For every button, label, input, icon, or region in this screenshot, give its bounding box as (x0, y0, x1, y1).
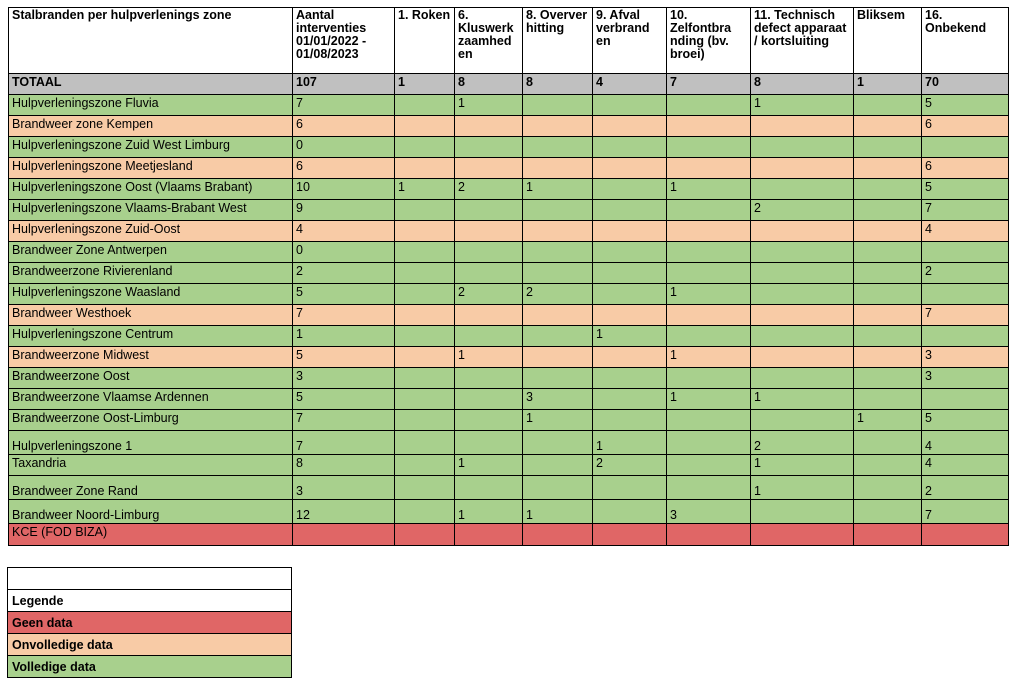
value-cell: 3 (922, 347, 1009, 368)
table-row (9, 137, 1009, 158)
value-cell: 7 (293, 410, 395, 431)
legend-spacer (8, 568, 292, 590)
value-cell (854, 242, 922, 263)
value-cell (523, 263, 593, 284)
value-cell: 2 (751, 431, 854, 455)
value-cell (854, 137, 922, 158)
value-cell: 7 (922, 200, 1009, 221)
header-cell-roken: 1. Roken (395, 8, 455, 74)
value-cell (455, 389, 523, 410)
value-cell (751, 263, 854, 284)
value-cell (854, 158, 922, 179)
total-row (9, 74, 1009, 95)
value-cell (854, 524, 922, 546)
value-cell (455, 476, 523, 500)
header-cell-interventions: Aantal interventies 01/01/2022 - 01/08/2023 (293, 8, 395, 74)
value-cell (523, 347, 593, 368)
value-cell (667, 455, 751, 476)
value-cell: 1 (751, 389, 854, 410)
value-cell (751, 500, 854, 524)
value-cell: 1 (751, 455, 854, 476)
value-cell: 1 (523, 410, 593, 431)
value-cell (455, 116, 523, 137)
header-cell-kluswerkzaamheden: 6. Kluswerk zaamhed en (455, 8, 523, 74)
value-cell (667, 263, 751, 284)
total-value: 107 (293, 74, 395, 95)
header-cell-onbekend: 16. Onbekend (922, 8, 1009, 74)
zone-name-cell: Hulpverleningszone 1 (9, 431, 293, 455)
value-cell: 5 (922, 95, 1009, 116)
value-cell (395, 524, 455, 546)
table-row (9, 368, 1009, 389)
value-cell: 2 (455, 179, 523, 200)
value-cell (667, 95, 751, 116)
value-cell: 1 (455, 347, 523, 368)
zone-name-cell: Brandweer Zone Antwerpen (9, 242, 293, 263)
value-cell (593, 389, 667, 410)
value-cell: 2 (293, 263, 395, 284)
zone-name-cell: Brandweerzone Oost-Limburg (9, 410, 293, 431)
value-cell (751, 158, 854, 179)
table-row (9, 95, 1009, 116)
value-cell (667, 200, 751, 221)
value-cell (395, 326, 455, 347)
value-cell (523, 524, 593, 546)
value-cell (854, 116, 922, 137)
zone-name-cell: Brandweer Noord-Limburg (9, 500, 293, 524)
total-value: 70 (922, 74, 1009, 95)
value-cell: 4 (922, 221, 1009, 242)
value-cell: 8 (293, 455, 395, 476)
value-cell: 9 (293, 200, 395, 221)
total-value: 8 (455, 74, 523, 95)
value-cell (667, 476, 751, 500)
value-cell (395, 137, 455, 158)
value-cell (395, 368, 455, 389)
value-cell: 4 (293, 221, 395, 242)
total-value: 8 (523, 74, 593, 95)
legend (7, 567, 292, 678)
value-cell (455, 263, 523, 284)
value-cell: 5 (293, 347, 395, 368)
value-cell: 0 (293, 137, 395, 158)
header-cell-oververhitting: 8. Overver hitting (523, 8, 593, 74)
value-cell: 5 (293, 284, 395, 305)
value-cell: 1 (455, 500, 523, 524)
value-cell (751, 179, 854, 200)
value-cell (395, 200, 455, 221)
value-cell (922, 524, 1009, 546)
value-cell (455, 305, 523, 326)
table-row (9, 221, 1009, 242)
table-row (9, 242, 1009, 263)
legend-title: Legende (8, 590, 292, 612)
value-cell (395, 389, 455, 410)
header-cell-afval-verbranden: 9. Afval verbrand en (593, 8, 667, 74)
value-cell (523, 221, 593, 242)
total-value: 1 (854, 74, 922, 95)
value-cell (593, 242, 667, 263)
zone-name-cell: Hulpverleningszone Zuid-Oost (9, 221, 293, 242)
value-cell: 2 (455, 284, 523, 305)
value-cell: 3 (523, 389, 593, 410)
table-row (9, 389, 1009, 410)
legend-item-volledige-data: Volledige data (8, 656, 292, 678)
table-row (9, 455, 1009, 476)
zone-name-cell: Hulpverleningszone Meetjesland (9, 158, 293, 179)
value-cell: 1 (667, 179, 751, 200)
header-row (9, 8, 1009, 74)
value-cell: 1 (593, 431, 667, 455)
value-cell (854, 389, 922, 410)
table-row (9, 200, 1009, 221)
value-cell: 5 (293, 389, 395, 410)
value-cell: 1 (593, 326, 667, 347)
value-cell (523, 200, 593, 221)
value-cell: 5 (922, 179, 1009, 200)
value-cell (593, 500, 667, 524)
value-cell: 1 (523, 500, 593, 524)
value-cell (593, 263, 667, 284)
value-cell (751, 410, 854, 431)
value-cell: 2 (922, 263, 1009, 284)
value-cell (751, 137, 854, 158)
value-cell: 6 (293, 158, 395, 179)
total-value: 8 (751, 74, 854, 95)
value-cell (854, 326, 922, 347)
value-cell (751, 116, 854, 137)
value-cell (667, 242, 751, 263)
zone-name-cell: Brandweerzone Vlaamse Ardennen (9, 389, 293, 410)
value-cell (593, 179, 667, 200)
table-row (9, 263, 1009, 284)
value-cell: 6 (922, 158, 1009, 179)
value-cell: 3 (293, 368, 395, 389)
table-row (9, 305, 1009, 326)
value-cell (455, 368, 523, 389)
header-cell-technisch-defect: 11. Technisch defect apparaat / kortsluiting (751, 8, 854, 74)
value-cell (667, 221, 751, 242)
value-cell (751, 347, 854, 368)
value-cell (455, 200, 523, 221)
value-cell (593, 368, 667, 389)
value-cell (523, 158, 593, 179)
value-cell (667, 137, 751, 158)
value-cell (455, 137, 523, 158)
value-cell (854, 431, 922, 455)
value-cell (854, 368, 922, 389)
zone-name-cell: Hulpverleningszone Oost (Vlaams Brabant) (9, 179, 293, 200)
value-cell: 1 (854, 410, 922, 431)
total-value: 1 (395, 74, 455, 95)
value-cell (667, 431, 751, 455)
value-cell (455, 431, 523, 455)
value-cell (854, 455, 922, 476)
value-cell: 0 (293, 242, 395, 263)
value-cell (593, 158, 667, 179)
value-cell (395, 263, 455, 284)
value-cell (293, 524, 395, 546)
value-cell: 10 (293, 179, 395, 200)
value-cell (593, 410, 667, 431)
value-cell (523, 242, 593, 263)
fire-statistics-table (8, 7, 1009, 546)
value-cell (523, 137, 593, 158)
value-cell (395, 221, 455, 242)
table-row (9, 500, 1009, 524)
value-cell: 2 (523, 284, 593, 305)
value-cell (455, 410, 523, 431)
value-cell: 6 (293, 116, 395, 137)
zone-name-cell: Brandweer zone Kempen (9, 116, 293, 137)
zone-name-cell: Brandweer Westhoek (9, 305, 293, 326)
value-cell (593, 221, 667, 242)
value-cell: 1 (751, 95, 854, 116)
table-row (9, 116, 1009, 137)
value-cell (751, 242, 854, 263)
value-cell: 1 (667, 389, 751, 410)
value-cell (751, 221, 854, 242)
value-cell: 4 (922, 431, 1009, 455)
table-row (9, 179, 1009, 200)
value-cell (523, 326, 593, 347)
table-row (9, 476, 1009, 500)
zone-name-cell: Taxandria (9, 455, 293, 476)
header-cell-zelfontbranding: 10. Zelfontbra nding (bv. broei) (667, 8, 751, 74)
zone-name-cell: Brandweerzone Midwest (9, 347, 293, 368)
total-value: 4 (593, 74, 667, 95)
header-cell-zone: Stalbranden per hulpverlenings zone (9, 8, 293, 74)
value-cell: 1 (751, 476, 854, 500)
value-cell: 1 (667, 284, 751, 305)
value-cell: 3 (922, 368, 1009, 389)
value-cell: 7 (293, 431, 395, 455)
table-row (9, 431, 1009, 455)
value-cell (751, 524, 854, 546)
value-cell (854, 221, 922, 242)
value-cell: 7 (293, 305, 395, 326)
total-value: 7 (667, 74, 751, 95)
value-cell (523, 305, 593, 326)
value-cell (593, 476, 667, 500)
value-cell (593, 284, 667, 305)
value-cell (922, 284, 1009, 305)
value-cell (455, 221, 523, 242)
value-cell (455, 242, 523, 263)
value-cell (395, 242, 455, 263)
value-cell (922, 242, 1009, 263)
zone-name-cell: Hulpverleningszone Zuid West Limburg (9, 137, 293, 158)
value-cell (922, 326, 1009, 347)
value-cell (395, 455, 455, 476)
value-cell (854, 305, 922, 326)
value-cell (922, 137, 1009, 158)
value-cell (455, 524, 523, 546)
zone-name-cell: Brandweer Zone Rand (9, 476, 293, 500)
value-cell (667, 410, 751, 431)
value-cell (593, 200, 667, 221)
zone-name-cell: Brandweerzone Oost (9, 368, 293, 389)
table-row (9, 158, 1009, 179)
value-cell (854, 476, 922, 500)
value-cell (667, 524, 751, 546)
value-cell (751, 284, 854, 305)
value-cell: 1 (455, 95, 523, 116)
value-cell (593, 347, 667, 368)
value-cell: 2 (751, 200, 854, 221)
value-cell (455, 158, 523, 179)
value-cell: 4 (922, 455, 1009, 476)
value-cell (751, 368, 854, 389)
zone-name-cell: Hulpverleningszone Fluvia (9, 95, 293, 116)
value-cell: 1 (667, 347, 751, 368)
value-cell (395, 500, 455, 524)
zone-name-cell: Brandweerzone Rivierenland (9, 263, 293, 284)
value-cell (854, 263, 922, 284)
value-cell: 7 (922, 500, 1009, 524)
value-cell: 6 (922, 116, 1009, 137)
value-cell: 3 (667, 500, 751, 524)
zone-name-cell: Hulpverleningszone Vlaams-Brabant West (9, 200, 293, 221)
table-row (9, 410, 1009, 431)
value-cell: 7 (922, 305, 1009, 326)
value-cell (523, 95, 593, 116)
value-cell (593, 305, 667, 326)
value-cell (455, 326, 523, 347)
value-cell: 3 (293, 476, 395, 500)
value-cell: 1 (293, 326, 395, 347)
header-cell-bliksem: Bliksem (854, 8, 922, 74)
value-cell (593, 137, 667, 158)
value-cell (523, 116, 593, 137)
value-cell (395, 410, 455, 431)
value-cell (751, 326, 854, 347)
value-cell (395, 95, 455, 116)
value-cell (667, 326, 751, 347)
value-cell (854, 500, 922, 524)
zone-name-cell: Hulpverleningszone Waasland (9, 284, 293, 305)
total-label: TOTAAL (9, 74, 293, 95)
value-cell (395, 284, 455, 305)
value-cell (593, 95, 667, 116)
value-cell (854, 179, 922, 200)
table-row (9, 284, 1009, 305)
value-cell (523, 455, 593, 476)
value-cell (854, 347, 922, 368)
value-cell (593, 116, 667, 137)
value-cell (854, 200, 922, 221)
value-cell: 1 (455, 455, 523, 476)
value-cell (523, 476, 593, 500)
value-cell (395, 476, 455, 500)
table-row (9, 326, 1009, 347)
zone-name-cell: Hulpverleningszone Centrum (9, 326, 293, 347)
value-cell: 12 (293, 500, 395, 524)
value-cell (922, 389, 1009, 410)
table-row (9, 524, 1009, 546)
value-cell (854, 284, 922, 305)
value-cell (854, 95, 922, 116)
legend-item-geen-data: Geen data (8, 612, 292, 634)
value-cell (523, 431, 593, 455)
value-cell (667, 116, 751, 137)
value-cell: 7 (293, 95, 395, 116)
value-cell (667, 305, 751, 326)
value-cell: 1 (523, 179, 593, 200)
value-cell: 2 (593, 455, 667, 476)
value-cell (523, 368, 593, 389)
value-cell: 1 (395, 179, 455, 200)
value-cell (667, 158, 751, 179)
value-cell (395, 431, 455, 455)
zone-name-cell: KCE (FOD BIZA) (9, 524, 293, 546)
value-cell (593, 524, 667, 546)
table-row (9, 347, 1009, 368)
value-cell (395, 305, 455, 326)
value-cell (395, 158, 455, 179)
value-cell (395, 116, 455, 137)
value-cell: 2 (922, 476, 1009, 500)
value-cell (751, 305, 854, 326)
value-cell (667, 368, 751, 389)
legend-item-onvolledige-data: Onvolledige data (8, 634, 292, 656)
value-cell (395, 347, 455, 368)
value-cell: 5 (922, 410, 1009, 431)
